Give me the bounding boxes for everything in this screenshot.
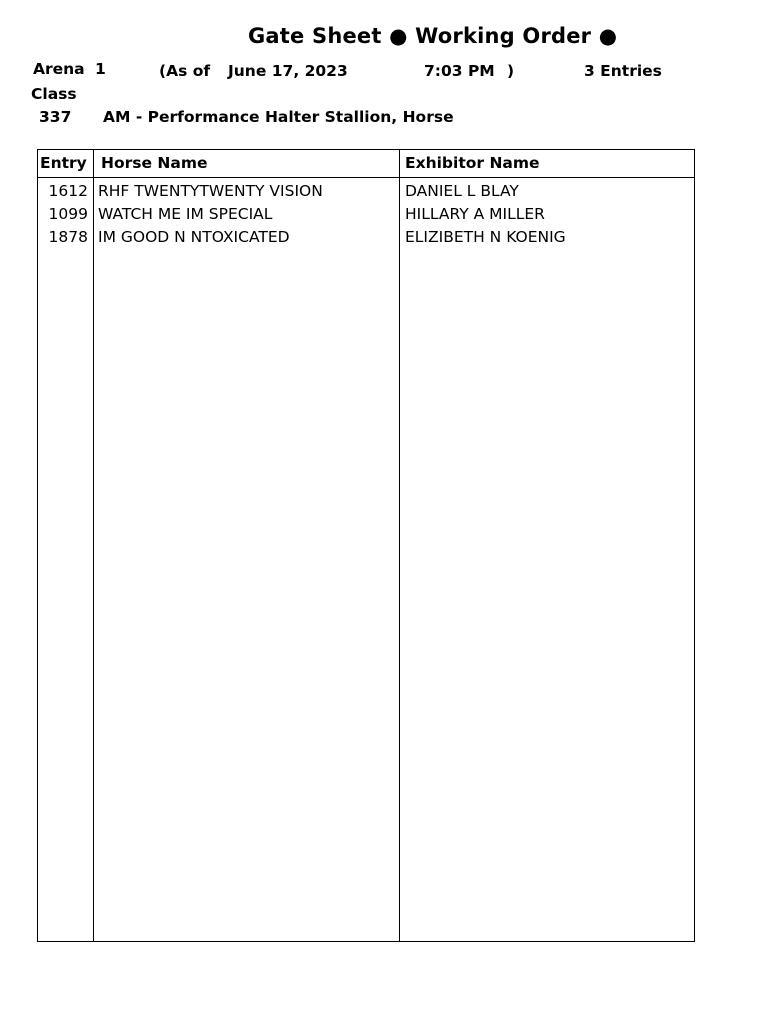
class-name: AM - Performance Halter Stallion, Horse — [103, 108, 454, 126]
entry-number: 1878 — [48, 228, 88, 246]
exhibitor-name: ELIZIBETH N KOENIG — [405, 228, 566, 246]
column-header-horse-name: Horse Name — [101, 154, 208, 172]
table-row — [38, 182, 694, 205]
entries-count: 3 Entries — [584, 62, 662, 80]
horse-name: IM GOOD N NTOXICATED — [98, 228, 290, 246]
arena-label: Arena — [33, 60, 85, 78]
as-of-label: (As of — [159, 62, 211, 80]
entries-table — [37, 149, 695, 942]
column-divider — [93, 150, 94, 941]
entry-number: 1099 — [48, 205, 88, 223]
class-number: 337 — [39, 108, 72, 126]
as-of-time: 7:03 PM — [424, 62, 495, 80]
entry-number: 1612 — [48, 182, 88, 200]
as-of-close: ) — [507, 62, 515, 80]
table-row — [38, 228, 694, 251]
horse-name: RHF TWENTYTWENTY VISION — [98, 182, 323, 200]
as-of-date: June 17, 2023 — [228, 62, 348, 80]
header-divider — [38, 177, 694, 178]
arena-value: 1 — [95, 60, 106, 78]
class-label: Class — [31, 85, 77, 103]
column-header-entry: Entry — [40, 154, 87, 172]
table-row — [38, 205, 694, 228]
page-title: Gate Sheet ● Working Order ● — [248, 24, 618, 48]
column-header-exhibitor-name: Exhibitor Name — [405, 154, 540, 172]
horse-name: WATCH ME IM SPECIAL — [98, 205, 273, 223]
exhibitor-name: HILLARY A MILLER — [405, 205, 545, 223]
column-divider — [399, 150, 400, 941]
exhibitor-name: DANIEL L BLAY — [405, 182, 519, 200]
